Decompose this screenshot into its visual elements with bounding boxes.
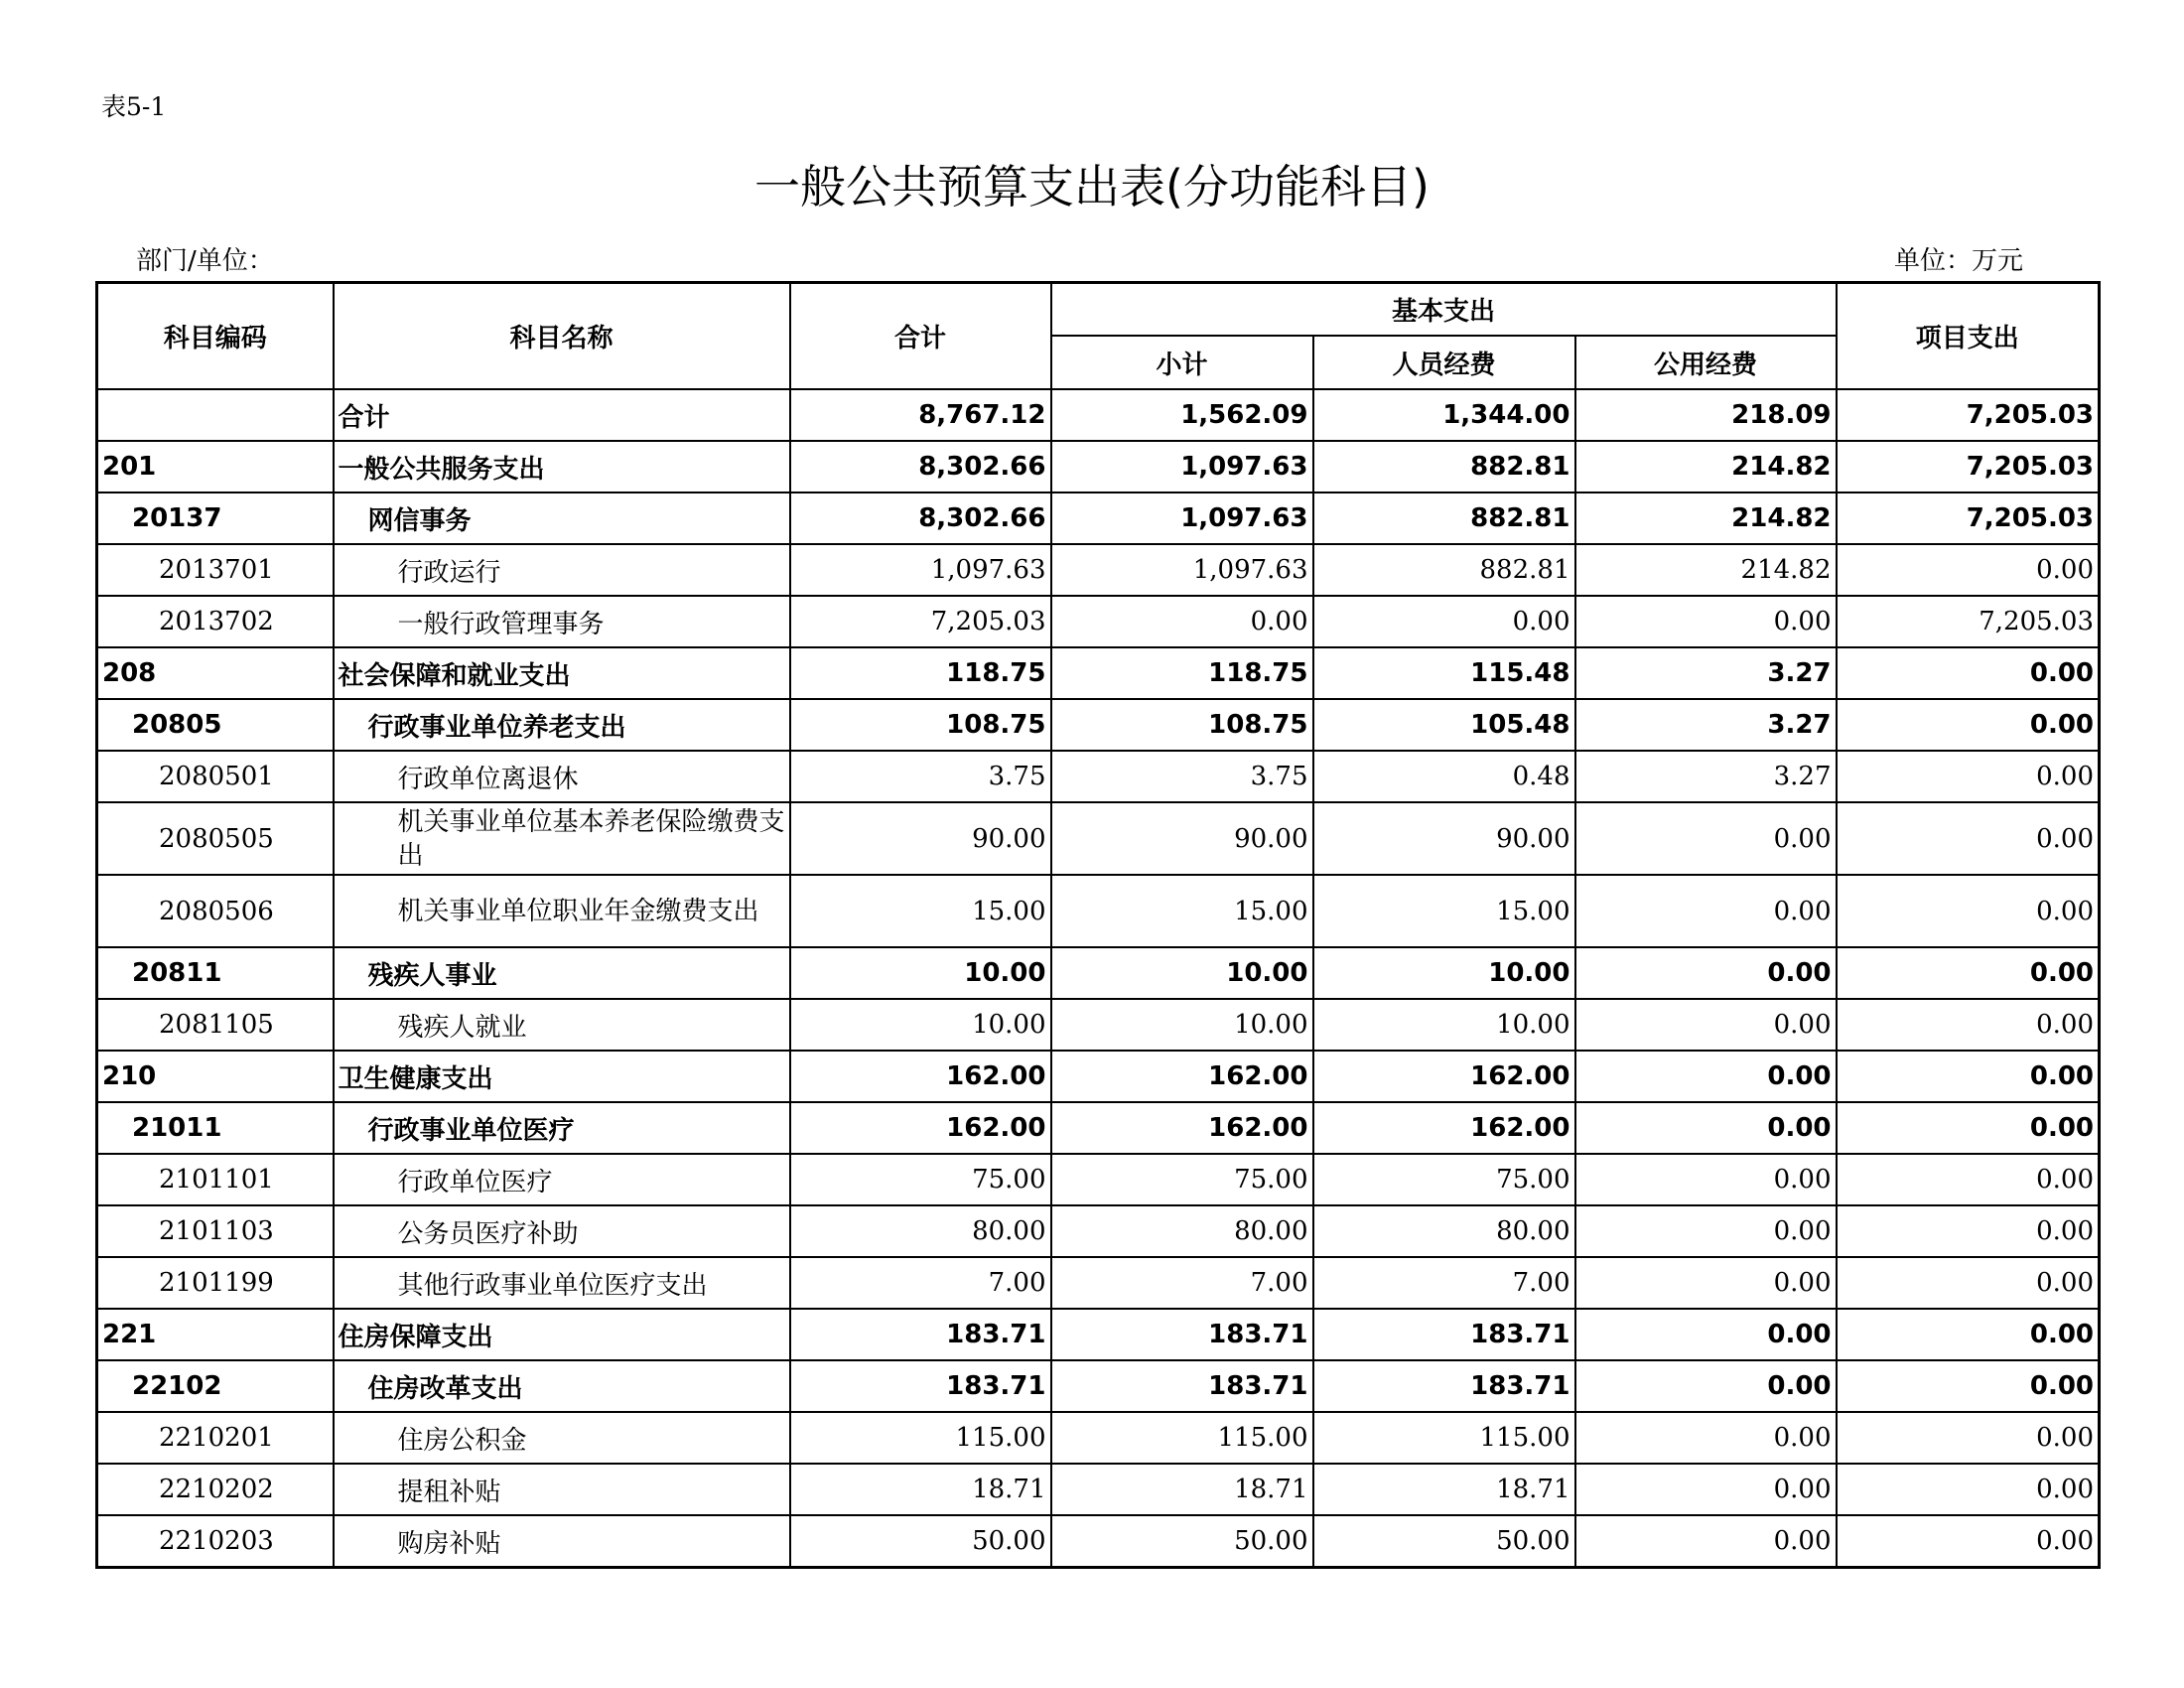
cell-project: 0.00: [1837, 544, 2100, 596]
cell-public: 0.00: [1575, 1205, 1837, 1257]
cell-total: 183.71: [790, 1309, 1051, 1360]
cell-personnel: 162.00: [1313, 1102, 1575, 1154]
cell-name: 公务员医疗补助: [334, 1205, 790, 1257]
header-name: 科目名称: [334, 283, 790, 390]
cell-project: 0.00: [1837, 1051, 2100, 1102]
cell-total: 75.00: [790, 1154, 1051, 1205]
cell-subtotal: 1,097.63: [1051, 492, 1313, 544]
cell-subtotal: 50.00: [1051, 1515, 1313, 1568]
table-row: [97, 441, 2100, 492]
cell-project: 7,205.03: [1837, 389, 2100, 441]
cell-personnel: 183.71: [1313, 1360, 1575, 1412]
cell-total: 90.00: [790, 802, 1051, 875]
cell-name: 行政事业单位医疗: [334, 1102, 790, 1154]
cell-total: 108.75: [790, 699, 1051, 751]
table-row: [97, 1205, 2100, 1257]
cell-project: 0.00: [1837, 1464, 2100, 1515]
cell-code: 201: [97, 441, 334, 492]
cell-name: 机关事业单位基本养老保险缴费支出: [334, 802, 790, 875]
cell-name: 行政运行: [334, 544, 790, 596]
cell-code: 2013702: [97, 596, 334, 647]
cell-subtotal: 75.00: [1051, 1154, 1313, 1205]
cell-code: 20811: [97, 947, 334, 999]
cell-project: 0.00: [1837, 999, 2100, 1051]
table-row: [97, 999, 2100, 1051]
cell-subtotal: 3.75: [1051, 751, 1313, 802]
cell-total: 7,205.03: [790, 596, 1051, 647]
cell-total: 115.00: [790, 1412, 1051, 1464]
table-row: [97, 1515, 2100, 1568]
cell-total: 80.00: [790, 1205, 1051, 1257]
cell-public: 0.00: [1575, 802, 1837, 875]
cell-project: 0.00: [1837, 1515, 2100, 1568]
cell-name: 机关事业单位职业年金缴费支出: [334, 875, 790, 947]
header-row-1: [97, 283, 2100, 337]
cell-subtotal: 80.00: [1051, 1205, 1313, 1257]
cell-project: 0.00: [1837, 1412, 2100, 1464]
unit-label: 单位：万元: [1894, 246, 2024, 276]
cell-public: 214.82: [1575, 544, 1837, 596]
table-row: [97, 647, 2100, 699]
cell-project: 0.00: [1837, 1154, 2100, 1205]
table-row: [97, 699, 2100, 751]
cell-total: 8,302.66: [790, 492, 1051, 544]
table-row: [97, 596, 2100, 647]
cell-personnel: 162.00: [1313, 1051, 1575, 1102]
cell-total: 15.00: [790, 875, 1051, 947]
cell-personnel: 183.71: [1313, 1309, 1575, 1360]
cell-subtotal: 18.71: [1051, 1464, 1313, 1515]
cell-public: 3.27: [1575, 751, 1837, 802]
table-row: [97, 1309, 2100, 1360]
cell-subtotal: 90.00: [1051, 802, 1313, 875]
cell-code: 210: [97, 1051, 334, 1102]
header-public: 公用经费: [1575, 336, 1837, 389]
cell-project: 0.00: [1837, 699, 2100, 751]
cell-code: 21011: [97, 1102, 334, 1154]
cell-project: 0.00: [1837, 802, 2100, 875]
cell-public: 0.00: [1575, 1464, 1837, 1515]
cell-personnel: 90.00: [1313, 802, 1575, 875]
cell-total: 10.00: [790, 947, 1051, 999]
cell-name: 其他行政事业单位医疗支出: [334, 1257, 790, 1309]
header-basic: 基本支出: [1051, 283, 1837, 337]
cell-name: 行政单位医疗: [334, 1154, 790, 1205]
cell-personnel: 75.00: [1313, 1154, 1575, 1205]
cell-public: 0.00: [1575, 1102, 1837, 1154]
cell-code: 2210201: [97, 1412, 334, 1464]
cell-total: 7.00: [790, 1257, 1051, 1309]
cell-name: 社会保障和就业支出: [334, 647, 790, 699]
table-body: [97, 389, 2100, 1568]
page-title: 一般公共预算支出表(分功能科目): [754, 160, 1430, 213]
cell-code: 2013701: [97, 544, 334, 596]
cell-code: 2210203: [97, 1515, 334, 1568]
cell-subtotal: 1,097.63: [1051, 441, 1313, 492]
cell-personnel: 10.00: [1313, 947, 1575, 999]
cell-personnel: 0.48: [1313, 751, 1575, 802]
cell-project: 0.00: [1837, 1102, 2100, 1154]
budget-table: [95, 281, 2101, 1569]
cell-public: 0.00: [1575, 1154, 1837, 1205]
cell-project: 0.00: [1837, 751, 2100, 802]
cell-public: 0.00: [1575, 999, 1837, 1051]
cell-subtotal: 1,562.09: [1051, 389, 1313, 441]
cell-name: 住房改革支出: [334, 1360, 790, 1412]
cell-public: 218.09: [1575, 389, 1837, 441]
cell-project: 7,205.03: [1837, 492, 2100, 544]
cell-code: 2080501: [97, 751, 334, 802]
header-project: 项目支出: [1837, 283, 2100, 390]
cell-personnel: 115.00: [1313, 1412, 1575, 1464]
table-row: [97, 1360, 2100, 1412]
cell-total: 118.75: [790, 647, 1051, 699]
cell-subtotal: 0.00: [1051, 596, 1313, 647]
cell-personnel: 1,344.00: [1313, 389, 1575, 441]
cell-subtotal: 162.00: [1051, 1051, 1313, 1102]
cell-subtotal: 162.00: [1051, 1102, 1313, 1154]
cell-public: 214.82: [1575, 441, 1837, 492]
cell-subtotal: 15.00: [1051, 875, 1313, 947]
cell-subtotal: 108.75: [1051, 699, 1313, 751]
cell-code: 2101103: [97, 1205, 334, 1257]
cell-personnel: 882.81: [1313, 441, 1575, 492]
cell-name: 行政事业单位养老支出: [334, 699, 790, 751]
cell-personnel: 7.00: [1313, 1257, 1575, 1309]
cell-personnel: 50.00: [1313, 1515, 1575, 1568]
table-row: [97, 1257, 2100, 1309]
table-row: [97, 751, 2100, 802]
cell-code: 2210202: [97, 1464, 334, 1515]
cell-public: 0.00: [1575, 1412, 1837, 1464]
table-number: 表5-1: [101, 92, 167, 121]
cell-total: 162.00: [790, 1051, 1051, 1102]
cell-public: 3.27: [1575, 699, 1837, 751]
cell-name: 提租补贴: [334, 1464, 790, 1515]
cell-personnel: 115.48: [1313, 647, 1575, 699]
cell-name: 住房保障支出: [334, 1309, 790, 1360]
cell-code: 2101101: [97, 1154, 334, 1205]
cell-code: 2081105: [97, 999, 334, 1051]
cell-name: 残疾人事业: [334, 947, 790, 999]
cell-code: 20805: [97, 699, 334, 751]
cell-project: 0.00: [1837, 1205, 2100, 1257]
cell-personnel: 882.81: [1313, 492, 1575, 544]
cell-project: 0.00: [1837, 1360, 2100, 1412]
cell-code: 2080505: [97, 802, 334, 875]
cell-code: 208: [97, 647, 334, 699]
cell-personnel: 10.00: [1313, 999, 1575, 1051]
cell-subtotal: 115.00: [1051, 1412, 1313, 1464]
cell-project: 0.00: [1837, 947, 2100, 999]
cell-subtotal: 183.71: [1051, 1360, 1313, 1412]
table-row: [97, 1464, 2100, 1515]
cell-project: 0.00: [1837, 875, 2100, 947]
cell-name: 购房补贴: [334, 1515, 790, 1568]
cell-public: 214.82: [1575, 492, 1837, 544]
cell-personnel: 15.00: [1313, 875, 1575, 947]
department-label: 部门/单位：: [136, 246, 274, 276]
cell-total: 10.00: [790, 999, 1051, 1051]
cell-subtotal: 10.00: [1051, 947, 1313, 999]
cell-project: 7,205.03: [1837, 441, 2100, 492]
cell-public: 0.00: [1575, 947, 1837, 999]
cell-name: 网信事务: [334, 492, 790, 544]
table-row: [97, 389, 2100, 441]
cell-public: 3.27: [1575, 647, 1837, 699]
table-row: [97, 544, 2100, 596]
cell-total: 183.71: [790, 1360, 1051, 1412]
cell-public: 0.00: [1575, 596, 1837, 647]
cell-total: 8,302.66: [790, 441, 1051, 492]
cell-public: 0.00: [1575, 1257, 1837, 1309]
cell-project: 0.00: [1837, 647, 2100, 699]
table-row: [97, 802, 2100, 875]
cell-code: 221: [97, 1309, 334, 1360]
cell-public: 0.00: [1575, 1515, 1837, 1568]
cell-name: 一般公共服务支出: [334, 441, 790, 492]
cell-project: 7,205.03: [1837, 596, 2100, 647]
cell-code: [97, 389, 334, 441]
table-row: [97, 947, 2100, 999]
cell-code: 22102: [97, 1360, 334, 1412]
cell-name: 行政单位离退休: [334, 751, 790, 802]
cell-total: 8,767.12: [790, 389, 1051, 441]
header-subtotal: 小计: [1051, 336, 1313, 389]
cell-total: 50.00: [790, 1515, 1051, 1568]
cell-personnel: 80.00: [1313, 1205, 1575, 1257]
cell-personnel: 105.48: [1313, 699, 1575, 751]
table-row: [97, 492, 2100, 544]
cell-public: 0.00: [1575, 1309, 1837, 1360]
cell-subtotal: 183.71: [1051, 1309, 1313, 1360]
cell-personnel: 18.71: [1313, 1464, 1575, 1515]
cell-code: 2080506: [97, 875, 334, 947]
cell-public: 0.00: [1575, 1360, 1837, 1412]
cell-code: 20137: [97, 492, 334, 544]
cell-total: 18.71: [790, 1464, 1051, 1515]
cell-public: 0.00: [1575, 1051, 1837, 1102]
cell-name: 住房公积金: [334, 1412, 790, 1464]
cell-subtotal: 7.00: [1051, 1257, 1313, 1309]
cell-name: 残疾人就业: [334, 999, 790, 1051]
table-row: [97, 875, 2100, 947]
header-total: 合计: [790, 283, 1051, 390]
cell-personnel: 0.00: [1313, 596, 1575, 647]
cell-public: 0.00: [1575, 875, 1837, 947]
cell-subtotal: 1,097.63: [1051, 544, 1313, 596]
table-row: [97, 1412, 2100, 1464]
cell-project: 0.00: [1837, 1309, 2100, 1360]
table-row: [97, 1102, 2100, 1154]
cell-total: 3.75: [790, 751, 1051, 802]
table-row: [97, 1154, 2100, 1205]
header-code: 科目编码: [97, 283, 334, 390]
cell-name: 卫生健康支出: [334, 1051, 790, 1102]
cell-name: 合计: [334, 389, 790, 441]
cell-subtotal: 10.00: [1051, 999, 1313, 1051]
cell-subtotal: 118.75: [1051, 647, 1313, 699]
header-personnel: 人员经费: [1313, 336, 1575, 389]
cell-personnel: 882.81: [1313, 544, 1575, 596]
table-row: [97, 1051, 2100, 1102]
cell-total: 1,097.63: [790, 544, 1051, 596]
cell-project: 0.00: [1837, 1257, 2100, 1309]
cell-total: 162.00: [790, 1102, 1051, 1154]
cell-code: 2101199: [97, 1257, 334, 1309]
cell-name: 一般行政管理事务: [334, 596, 790, 647]
